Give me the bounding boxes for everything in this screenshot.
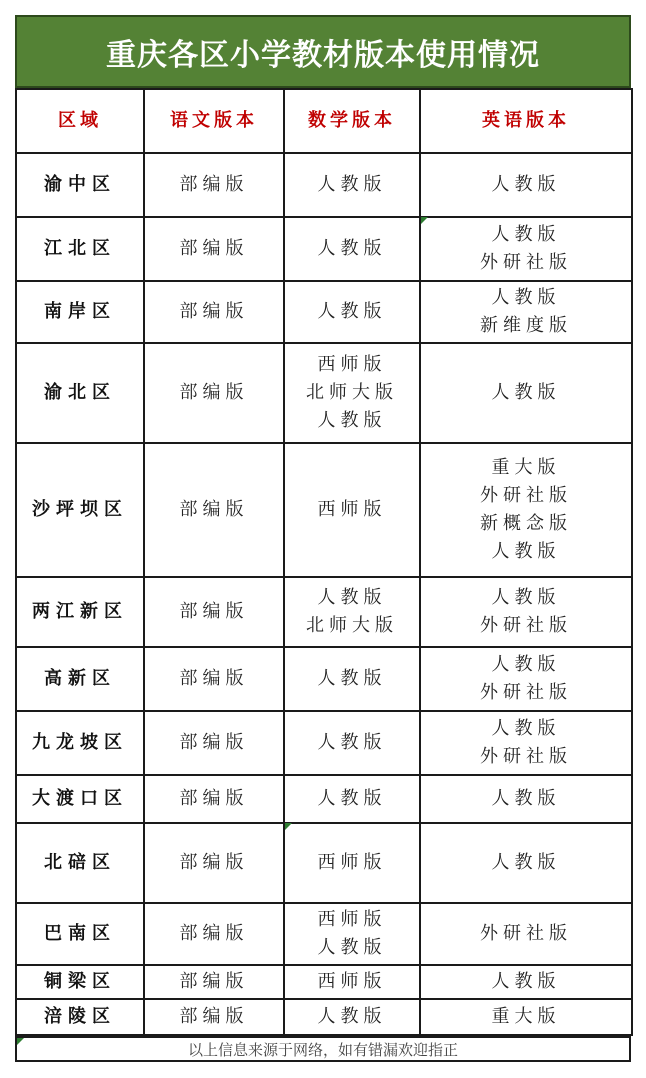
header-row [16, 89, 632, 153]
math-version-label: 人教版 [317, 587, 387, 608]
english-version-cell [420, 443, 632, 577]
english-version-cell [420, 343, 632, 443]
english-version-cell [420, 965, 632, 999]
english-version-label: 外研社版 [480, 923, 572, 944]
math-version-label: 人教版 [317, 238, 387, 259]
district-cell: 渝北区 [16, 343, 144, 443]
english-version-cell [420, 577, 632, 647]
english-version-label: 人教版 [491, 654, 561, 675]
chinese-version-label: 部编版 [179, 174, 249, 195]
english-version-label: 新概念版 [480, 513, 572, 534]
math-version-cell [284, 343, 420, 443]
english-version-label: 人教版 [491, 382, 561, 403]
english-version-label: 新维度版 [480, 315, 572, 336]
table-row [16, 153, 632, 217]
english-version-label: 人教版 [491, 287, 561, 308]
title-bar [15, 15, 631, 88]
table-row [16, 443, 632, 577]
chinese-version-cell [144, 343, 284, 443]
math-version-label: 北师大版 [306, 382, 398, 403]
math-version-cell [284, 775, 420, 823]
english-version-cell [420, 823, 632, 903]
district-cell: 两江新区 [16, 577, 144, 647]
spreadsheet [15, 15, 631, 1036]
column-header-english: 英语版本 [420, 89, 632, 153]
chinese-version-cell [144, 999, 284, 1035]
english-version-cell [420, 903, 632, 965]
chinese-version-label: 部编版 [179, 923, 249, 944]
english-version-label: 外研社版 [480, 485, 572, 506]
table-row [16, 711, 632, 775]
chinese-version-cell [144, 823, 284, 903]
math-version-label: 人教版 [317, 174, 387, 195]
math-version-label: 西师版 [317, 971, 387, 992]
chinese-version-cell [144, 775, 284, 823]
math-version-cell [284, 903, 420, 965]
chinese-version-cell [144, 443, 284, 577]
math-version-label: 西师版 [317, 499, 387, 520]
math-version-label: 人教版 [317, 668, 387, 689]
district-cell: 大渡口区 [16, 775, 144, 823]
english-version-label: 外研社版 [480, 615, 572, 636]
table-row [16, 965, 632, 999]
english-version-label: 人教版 [491, 788, 561, 809]
math-version-label: 人教版 [317, 1006, 387, 1027]
district-cell: 铜梁区 [16, 965, 144, 999]
district-cell: 北碚区 [16, 823, 144, 903]
chinese-version-label: 部编版 [179, 238, 249, 259]
page-title: 重庆各区小学教材版本使用情况 [106, 37, 540, 73]
district-cell: 九龙坡区 [16, 711, 144, 775]
chinese-version-label: 部编版 [179, 788, 249, 809]
chinese-version-label: 部编版 [179, 852, 249, 873]
cell-corner-marker [421, 217, 428, 224]
chinese-version-cell [144, 965, 284, 999]
chinese-version-cell [144, 281, 284, 343]
chinese-version-cell [144, 217, 284, 281]
english-version-label: 人教版 [491, 971, 561, 992]
math-version-label: 西师版 [317, 354, 387, 375]
math-version-cell [284, 443, 420, 577]
math-version-cell [284, 281, 420, 343]
math-version-label: 人教版 [317, 937, 387, 958]
district-cell: 高新区 [16, 647, 144, 711]
table-row [16, 647, 632, 711]
table-row [16, 281, 632, 343]
table-row [16, 217, 632, 281]
english-version-cell [420, 217, 632, 281]
table-body [16, 153, 632, 1035]
math-version-label: 北师大版 [306, 615, 398, 636]
math-version-label: 人教版 [317, 410, 387, 431]
math-version-cell [284, 153, 420, 217]
chinese-version-cell [144, 711, 284, 775]
district-cell: 渝中区 [16, 153, 144, 217]
english-version-cell [420, 999, 632, 1035]
table-row [16, 903, 632, 965]
english-version-label: 外研社版 [480, 682, 572, 703]
english-version-label: 重大版 [491, 1006, 561, 1027]
math-version-label: 人教版 [317, 788, 387, 809]
district-cell: 江北区 [16, 217, 144, 281]
english-version-cell [420, 647, 632, 711]
column-header-chinese: 语文版本 [144, 89, 284, 153]
english-version-label: 人教版 [491, 174, 561, 195]
math-version-label: 西师版 [317, 852, 387, 873]
english-version-label: 人教版 [491, 718, 561, 739]
math-version-cell [284, 711, 420, 775]
english-version-label: 人教版 [491, 224, 561, 245]
chinese-version-label: 部编版 [179, 382, 249, 403]
district-cell: 沙坪坝区 [16, 443, 144, 577]
table-row [16, 775, 632, 823]
english-version-cell [420, 153, 632, 217]
english-version-cell [420, 711, 632, 775]
table-row [16, 343, 632, 443]
math-version-cell [284, 647, 420, 711]
district-cell: 南岸区 [16, 281, 144, 343]
math-version-cell [284, 217, 420, 281]
chinese-version-cell [144, 153, 284, 217]
english-version-label: 人教版 [491, 852, 561, 873]
table-row [16, 999, 632, 1035]
english-version-cell [420, 775, 632, 823]
english-version-label: 重大版 [491, 457, 561, 478]
math-version-cell [284, 965, 420, 999]
district-cell: 巴南区 [16, 903, 144, 965]
math-version-label: 人教版 [317, 732, 387, 753]
chinese-version-label: 部编版 [179, 601, 249, 622]
english-version-label: 外研社版 [480, 746, 572, 767]
chinese-version-label: 部编版 [179, 668, 249, 689]
english-version-label: 外研社版 [480, 252, 572, 273]
cell-corner-marker [285, 823, 292, 830]
district-cell: 涪陵区 [16, 999, 144, 1035]
chinese-version-label: 部编版 [179, 301, 249, 322]
column-header-math: 数学版本 [284, 89, 420, 153]
footer-note: 以上信息来源于网络，如有错漏欢迎指正 [15, 1036, 631, 1062]
english-version-label: 人教版 [491, 587, 561, 608]
chinese-version-label: 部编版 [179, 1006, 249, 1027]
english-version-cell [420, 281, 632, 343]
math-version-cell [284, 999, 420, 1035]
chinese-version-label: 部编版 [179, 971, 249, 992]
table-row [16, 577, 632, 647]
chinese-version-label: 部编版 [179, 499, 249, 520]
math-version-label: 西师版 [317, 909, 387, 930]
math-version-cell [284, 823, 420, 903]
chinese-version-cell [144, 647, 284, 711]
math-version-cell [284, 577, 420, 647]
textbook-table [15, 88, 633, 1036]
chinese-version-cell [144, 577, 284, 647]
table-row [16, 823, 632, 903]
chinese-version-cell [144, 903, 284, 965]
math-version-label: 人教版 [317, 301, 387, 322]
column-header-district: 区域 [16, 89, 144, 153]
chinese-version-label: 部编版 [179, 732, 249, 753]
english-version-label: 人教版 [491, 541, 561, 562]
